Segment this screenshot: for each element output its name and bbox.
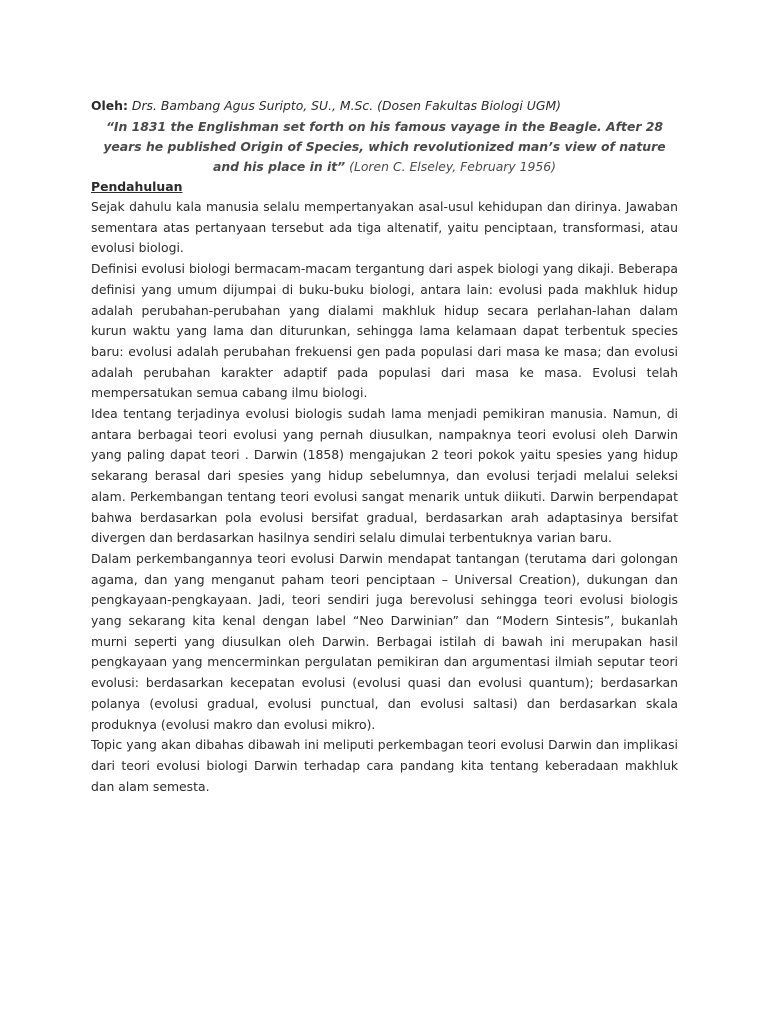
epigraph-quote	[91, 117, 678, 177]
quote-citation: (Loren C. Elseley, February 1956)	[345, 159, 557, 174]
quote-text: “In 1831 the Englishman set forth on his famous vayage in the Beagle. After 28 years he published Origin of Species, which revolutionized man’s view of nature and his place in it”	[103, 119, 666, 174]
author-line	[91, 95, 678, 116]
document-page	[91, 95, 678, 797]
paragraph-2: Definisi evolusi biologi bermacam-macam tergantung dari aspek biologi yang dikaji. Beberapa definisi yang umum dijumpai di buku-buku biologi, antara lain: evolusi pada makhluk hidup adalah perubahan-perubahan yang dialami makhluk hidup secara perlahan-lahan dalam kurun waktu yang lama dan diturunkan, sehingga lama kelamaan dapat terbentuk species baru: evolusi adalah perubahan frekuensi gen pada populasi dari masa ke masa; dan evolusi adalah perubahan karakter adaptif pada populasi dari masa ke masa. Evolusi telah mempersatukan semua cabang ilmu biologi.	[91, 261, 678, 401]
paragraph-3: Idea tentang terjadinya evolusi biologis sudah lama menjadi pemikiran manusia. Namun, di antara berbagai teori evolusi yang pernah diusulkan, nampaknya teori evolusi oleh Darwin yang paling dapat teori . Darwin (1858) mengajukan 2 teori pokok yaitu spesies yang hidup sekarang berasal dari spesies yang hidup sebelumnya, dan evolusi terjadi melalui seleksi alam. Perkembangan tentang teori evolusi sangat menarik untuk diikuti. Darwin berpendapat bahwa berdasarkan pola evolusi bersifat gradual, berdasarkan arah adaptasinya bersifat divergen dan berdasarkan hasilnya sendiri selalu dimulai terbentuknya varian baru.	[91, 406, 678, 546]
section-heading: Pendahuluan	[91, 179, 183, 194]
author-name: Drs. Bambang Agus Suripto, SU., M.Sc. (Dosen Fakultas Biologi UGM)	[127, 98, 561, 113]
author-label: Oleh:	[91, 98, 128, 113]
paragraph-4: Dalam perkembangannya teori evolusi Darwin mendapat tantangan (terutama dari golongan agama, dan yang menganut paham teori penciptaan – Universal Creation), dukungan dan pengkayaan-pengkayaan. Jadi, teori sendiri juga berevolusi sehingga teori evolusi biologis yang sekarang kita kenal dengan label “Neo Darwinian” dan “Modern Sintesis”, bukanlah murni seperti yang diusulkan oleh Darwin. Berbagai istilah di bawah ini merupakan hasil pengkayaan yang mencerminkan pergulatan pemikiran dan argumentasi ilmiah seputar teori evolusi: berdasarkan kecepatan evolusi (evolusi quasi dan evolusi quantum); berdasarkan polanya (evolusi gradual, evolusi punctual, dan evolusi saltasi) dan berdasarkan skala produknya (evolusi makro dan evolusi mikro).	[91, 550, 678, 732]
paragraph-5: Topic yang akan dibahas dibawah ini meliputi perkembagan teori evolusi Darwin dan implikasi dari teori evolusi biologi Darwin terhadap cara pandang kita tentang keberadaan makhluk dan alam semesta.	[91, 737, 678, 794]
paragraph-1: Sejak dahulu kala manusia selalu mempertanyakan asal-usul kehidupan dan dirinya. Jawaban sementara atas pertanyaan tersebut ada tiga altenatif, yaitu penciptaan, transformasi, atau evolusi biologi.	[91, 199, 678, 256]
